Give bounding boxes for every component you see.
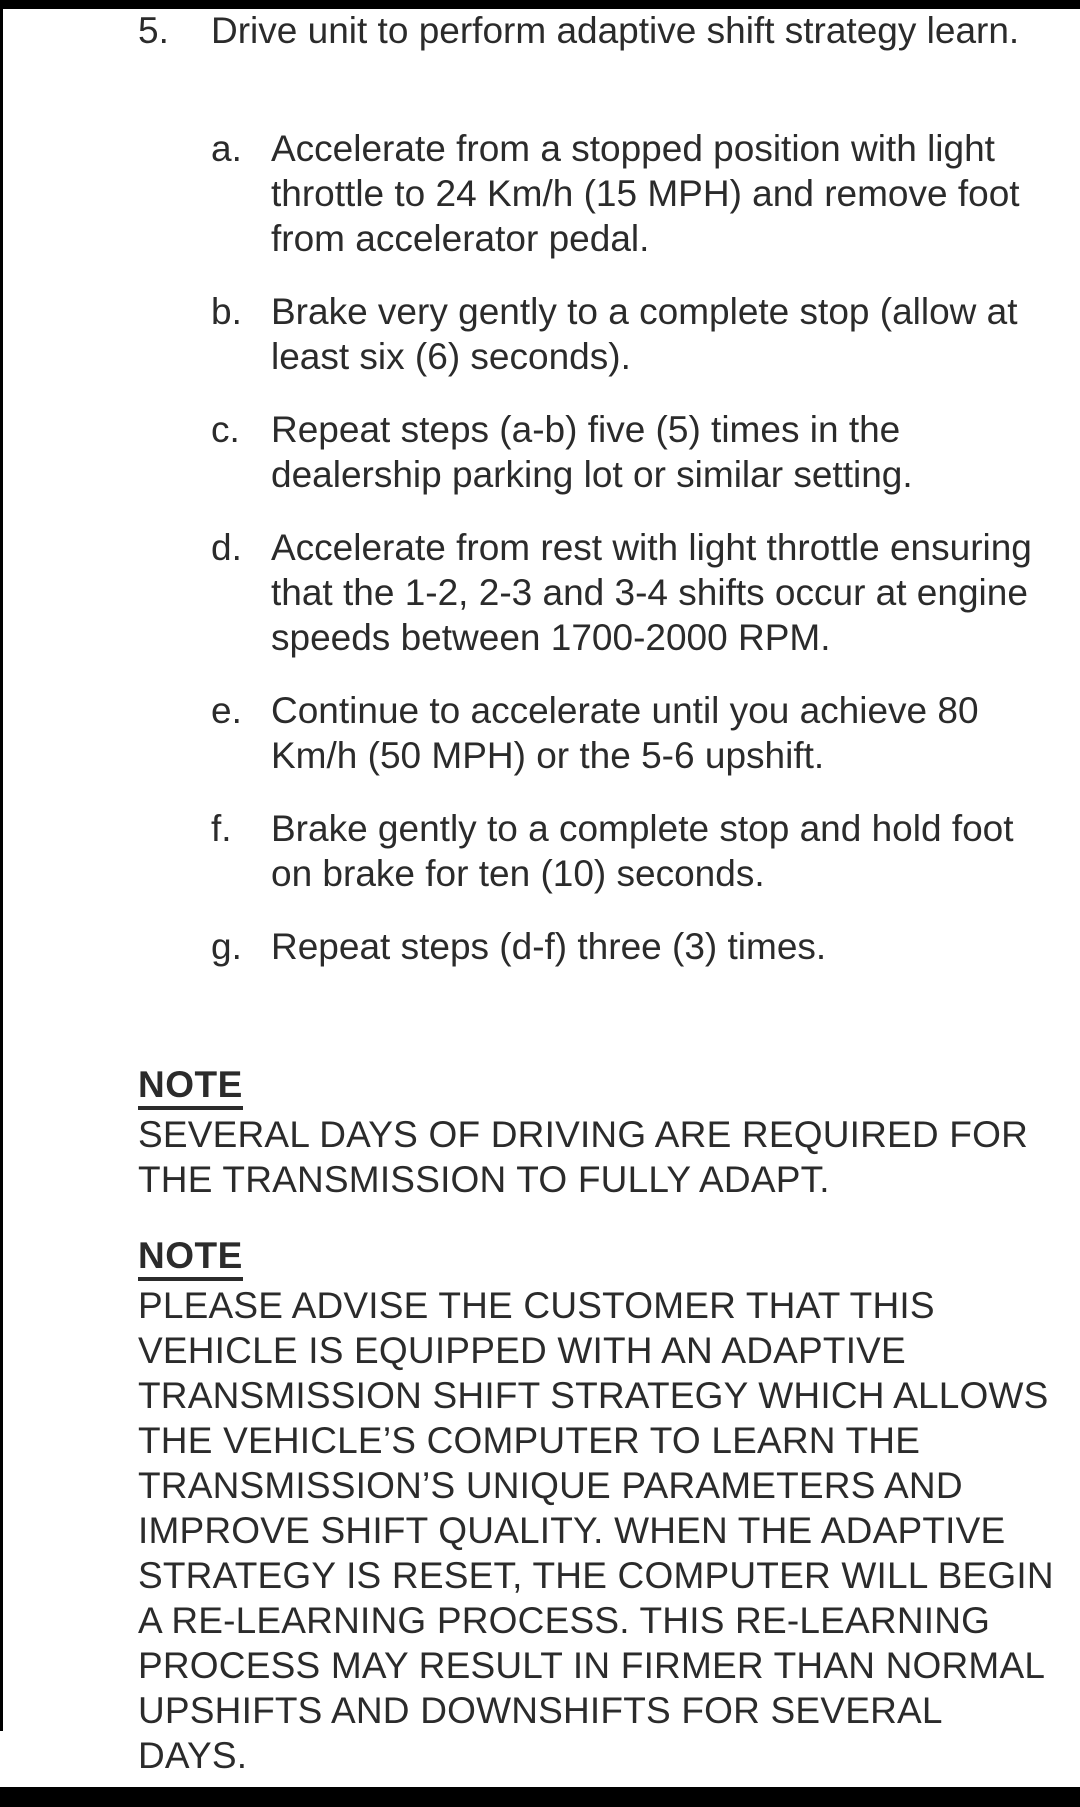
substep-letter: b. [211, 291, 242, 332]
substep-text: Repeat steps (d-f) three (3) times. [271, 926, 827, 967]
note-text: SEVERAL DAYS OF DRIVING ARE REQUIRED FOR THE TRANSMISSION TO FULLY ADAPT. [138, 1114, 1029, 1200]
substep-text: Brake gently to a complete stop and hold foot on brake for ten (10) seconds. [271, 808, 1014, 894]
substep-item [211, 407, 1061, 497]
substep-text: Continue to accelerate until you achieve 80 Km/h (50 MPH) or the 5-6 upshift. [271, 690, 979, 776]
note-heading: NOTE [138, 1064, 243, 1110]
substep-letter: d. [211, 527, 242, 568]
substep-letter: c. [211, 409, 240, 450]
note-text: PLEASE ADVISE THE CUSTOMER THAT THIS VEHICLE IS EQUIPPED WITH AN ADAPTIVE TRANSMISSION SHIFT STRATEGY WHICH ALLOWS THE VEHICLE’S COMPUTER TO LEARN THE TRANSMISSION’S UNIQUE PARAMETERS AND IMPROVE SHIFT QUALITY. WHEN THE ADAPTIVE STRATEGY IS RESET, THE COMPUTER WILL BEGIN A RE-LEARNING PROCESS. THIS RE-LEARNING PROCESS MAY RESULT IN FIRMER THAN NORMAL UPSHIFTS AND DOWNSHIFTS FOR SEVERAL DAYS. [138, 1285, 1054, 1776]
substep-item [211, 289, 1061, 379]
note-heading: NOTE [138, 1235, 243, 1281]
substep-item [211, 806, 1061, 896]
substep-letter: e. [211, 690, 242, 731]
substep-text: Accelerate from rest with light throttle ensuring that the 1-2, 2-3 and 3-4 shifts occur at engine speeds between 1700-2000 RPM. [271, 527, 1032, 658]
substep-letter: f. [211, 808, 232, 849]
note-block [138, 1233, 1058, 1778]
substep-item [211, 525, 1061, 660]
step-text: Drive unit to perform adaptive shift strategy learn. [211, 10, 1020, 51]
step-number: 5. [138, 10, 169, 51]
substep-item [211, 688, 1061, 778]
substep-item [211, 126, 1061, 261]
substep-letter: g. [211, 926, 242, 967]
substep-text: Repeat steps (a-b) five (5) times in the dealership parking lot or similar setting. [271, 409, 913, 495]
bottom-border [0, 1787, 1080, 1807]
substep-item [211, 924, 1061, 969]
substep-letter: a. [211, 128, 242, 169]
substep-list [211, 126, 1061, 997]
substep-text: Accelerate from a stopped position with light throttle to 24 Km/h (15 MPH) and remove foot from accelerator pedal. [271, 128, 1020, 259]
left-border [0, 9, 3, 1731]
note-block [138, 1062, 1058, 1202]
substep-text: Brake very gently to a complete stop (allow at least six (6) seconds). [271, 291, 1018, 377]
